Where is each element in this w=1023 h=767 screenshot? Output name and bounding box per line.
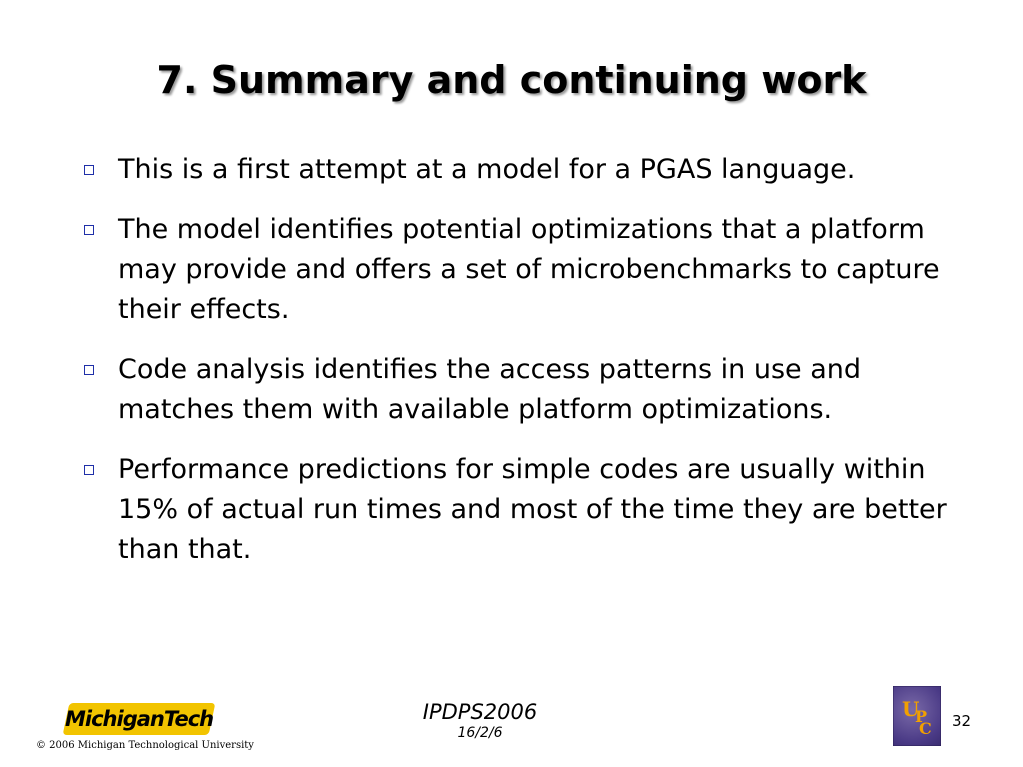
- page-number: 32: [952, 712, 972, 730]
- conference-name: IPDPS2006: [422, 700, 538, 724]
- svg-text:U: U: [902, 697, 920, 721]
- michigan-tech-logo: [63, 703, 216, 735]
- bullet-text: Performance predictions for simple codes are usually within 15% of actual run times and most of the time they are better than that.: [118, 454, 947, 565]
- bullet-text: The model identifies potential optimizations that a platform may provide and offers a set of microbenchmarks to capture their effects.: [118, 214, 940, 325]
- square-bullet-icon: [84, 365, 94, 375]
- square-bullet-icon: [84, 165, 94, 175]
- bullet-item: [82, 350, 962, 430]
- square-bullet-icon: [84, 225, 94, 235]
- slide-title: 7. Summary and continuing work: [156, 58, 867, 102]
- bullet-item: [82, 150, 962, 190]
- svg-text:P: P: [915, 707, 928, 726]
- upc-logo-graphic: [893, 686, 941, 746]
- square-bullet-icon: [84, 465, 94, 475]
- footer-center: [380, 700, 580, 742]
- copyright-notice: © 2006 Michigan Technological University: [36, 740, 254, 751]
- bullet-item: [82, 210, 962, 330]
- bullet-text: This is a first attempt at a model for a PGAS language.: [118, 154, 856, 185]
- slide-date: 16/2/6: [457, 725, 503, 741]
- logo-text: MichiganTech: [64, 707, 214, 731]
- bullet-text: Code analysis identifies the access patterns in use and matches them with available platform optimizations.: [118, 354, 862, 425]
- svg-text:C: C: [919, 719, 932, 738]
- upc-logo-icon: [893, 686, 941, 746]
- bullet-list: [82, 150, 962, 590]
- bullet-item: [82, 450, 962, 570]
